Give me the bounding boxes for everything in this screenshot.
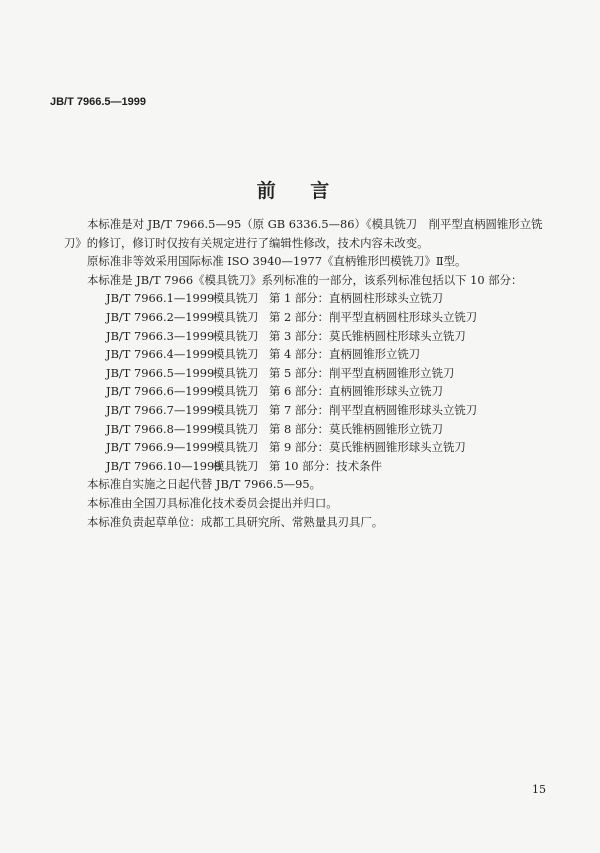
part-part: 第 10 部分：技术条件 [269,458,382,473]
list-item [64,364,544,383]
part-part: 第 8 部分：莫氏锥柄圆锥形立铣刀 [269,421,443,436]
page-title: 前 言 [256,180,344,202]
part-code: JB/T 7966.6—1999 [106,384,215,399]
paragraph: 本标准是对 JB/T 7966.5—95（原 GB 6336.5—86）《模具铣刀 削平型直柄圆锥形立铣刀》的修订，修订时仅按有关规定进行了编辑性修改，技术内容未改变。 [64,217,543,250]
paragraph: 本标准是 JB/T 7966《模具铣刀》系列标准的一部分，该系列标准包括以下 10 部分： [87,272,523,287]
paragraph: 本标准自实施之日起代替 JB/T 7966.5—95。 [87,477,322,492]
paragraph: 原标准非等效采用国际标准 ISO 3940—1977《直柄锥形凹模铣刀》Ⅱ型。 [87,254,467,269]
parts-list [64,289,544,475]
part-code: JB/T 7966.9—1999 [106,440,215,455]
standard-header: JB/T 7966.5—1999 [50,96,147,108]
part-code: JB/T 7966.2—1999 [106,309,215,324]
part-part: 第 9 部分：莫氏锥柄圆锥形球头立铣刀 [269,440,466,455]
part-name: 模具铣刀 [213,421,259,436]
foreword-body [64,215,544,531]
part-code: JB/T 7966.8—1999 [106,421,215,436]
part-code: JB/T 7966.4—1999 [106,347,215,362]
part-part: 第 1 部分：直柄圆柱形球头立铣刀 [269,291,443,306]
part-name: 模具铣刀 [213,291,259,306]
part-code: JB/T 7966.3—1999 [106,328,215,343]
part-name: 模具铣刀 [213,328,259,343]
list-item [64,308,544,327]
part-part: 第 3 部分：莫氏锥柄圆柱形球头立铣刀 [269,328,466,343]
part-code: JB/T 7966.1—1999 [106,291,215,306]
part-part: 第 5 部分：削平型直柄圆锥形立铣刀 [269,365,455,380]
part-part: 第 7 部分：削平型直柄圆锥形球头立铣刀 [269,402,478,417]
list-item [64,438,544,457]
part-code: JB/T 7966.5—1999 [106,365,215,380]
page-number: 15 [532,783,546,796]
part-part: 第 4 部分：直柄圆锥形立铣刀 [269,347,421,362]
part-name: 模具铣刀 [213,440,259,455]
list-item [64,345,544,364]
list-item [64,401,544,420]
part-name: 模具铣刀 [213,309,259,324]
part-name: 模具铣刀 [213,402,259,417]
list-item [64,457,544,476]
part-part: 第 2 部分：削平型直柄圆柱形球头立铣刀 [269,309,478,324]
list-item [64,289,544,308]
part-code: JB/T 7966.7—1999 [106,402,215,417]
part-code: JB/T 7966.10—1999 [106,458,222,473]
paragraph: 本标准由全国刀具标准化技术委员会提出并归口。 [87,495,338,510]
part-name: 模具铣刀 [213,458,259,473]
part-name: 模具铣刀 [213,384,259,399]
list-item [64,382,544,401]
part-name: 模具铣刀 [213,365,259,380]
list-item [64,420,544,439]
paragraph: 本标准负责起草单位：成都工具研究所、常熟量具刃具厂。 [87,514,384,529]
list-item [64,327,544,346]
part-part: 第 6 部分：直柄圆锥形球头立铣刀 [269,384,443,399]
part-name: 模具铣刀 [213,347,259,362]
